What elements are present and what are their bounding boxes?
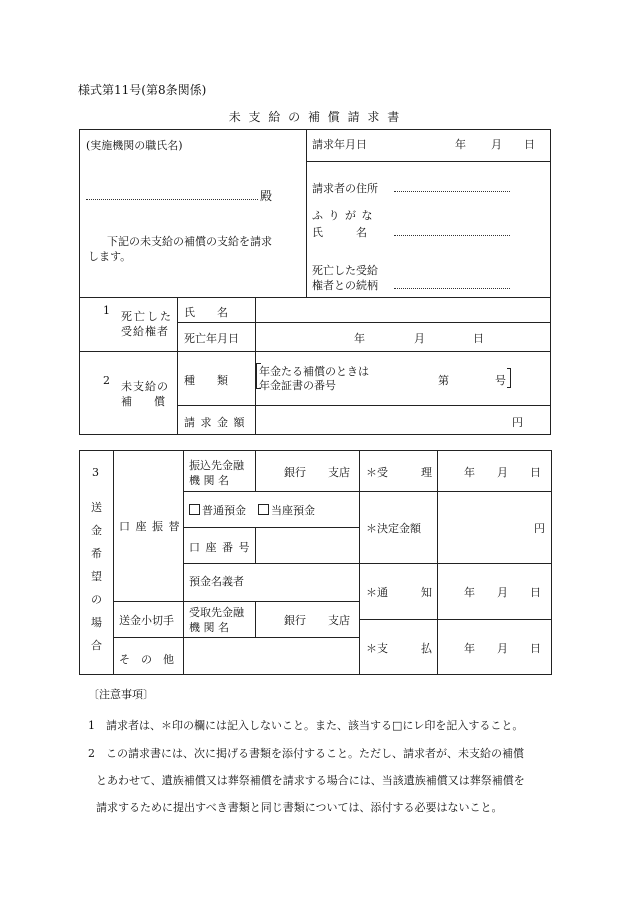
page-title: 未 支 給 の 補 償 請 求 書 xyxy=(228,110,402,124)
current-label: 当座預金 xyxy=(271,504,315,517)
amount-label: 請 求 金 額 xyxy=(184,416,246,429)
relation-label-1: 死亡した受給 xyxy=(312,264,378,277)
section3-v1: 金 xyxy=(91,524,102,537)
name-field[interactable] xyxy=(394,235,510,236)
recv-bank-label-1: 受取先金融 xyxy=(189,606,244,619)
date-month: 月 xyxy=(491,138,502,151)
pension-text-1: 年金たる補償のときは xyxy=(259,365,369,378)
kind-label: 種 類 xyxy=(184,374,228,387)
addressee-field[interactable] xyxy=(86,199,258,200)
note-2b: とあわせて、遺族補償又は葬祭補償を請求する場合には、当該遺族補償又は葬祭補償を xyxy=(96,774,525,787)
section3-v5: 場 xyxy=(91,616,102,629)
payment-label: ＊支 払 xyxy=(366,642,432,655)
pension-dai: 第 xyxy=(438,374,449,387)
decision-yen: 円 xyxy=(534,522,545,535)
bank-label-2: 機 関 名 xyxy=(189,474,229,487)
section3-v3: 望 xyxy=(91,570,102,583)
death-day: 日 xyxy=(473,332,484,345)
recv-bank-text: 銀行 支店 xyxy=(284,614,350,627)
bracket-right xyxy=(507,368,511,388)
section3-v2: 希 xyxy=(91,547,102,560)
savings-current[interactable] xyxy=(258,502,315,518)
request-text-2: します。 xyxy=(88,250,132,263)
holder-label: 預金名義者 xyxy=(189,575,244,588)
notice-date: 年 月 日 xyxy=(464,586,541,599)
section2-label-1: 未支給の xyxy=(121,380,169,393)
form-number: 様式第11号(第8条関係) xyxy=(78,83,207,97)
section1-label-1: 死亡した xyxy=(121,310,173,323)
amount-yen: 円 xyxy=(512,416,523,429)
notice-label: ＊通 知 xyxy=(366,586,432,599)
request-date-label: 請求年月日 xyxy=(312,138,367,151)
relation-label-2: 権者との続柄 xyxy=(312,279,378,292)
death-date-label: 死亡年月日 xyxy=(184,332,239,345)
other-label: そ の 他 xyxy=(119,653,174,666)
death-month: 月 xyxy=(414,332,425,345)
transfer-label: 口 座 振 替 xyxy=(119,520,181,533)
furigana-label: ふ り が な xyxy=(312,209,374,222)
section3-v4: の xyxy=(91,593,102,606)
check-label: 送金小切手 xyxy=(119,614,174,627)
section3-v6: 合 xyxy=(91,639,102,652)
bank-text: 銀行 支店 xyxy=(284,466,350,479)
ordinary-label: 普通預金 xyxy=(202,504,246,517)
date-day: 日 xyxy=(524,138,535,151)
receipt-date: 年 月 日 xyxy=(464,466,541,479)
name-label: 氏 名 xyxy=(312,226,367,239)
pension-go: 号 xyxy=(495,374,506,387)
address-label: 請求者の住所 xyxy=(312,182,378,195)
savings-ordinary[interactable] xyxy=(189,502,246,518)
current-checkbox[interactable] xyxy=(258,504,269,515)
receipt-label: ＊受 理 xyxy=(366,466,432,479)
addressee-label: (実施機関の職氏名) xyxy=(86,139,183,152)
notes-header: 〔注意事項〕 xyxy=(88,688,154,701)
note-1: 1 請求者は、＊印の欄には記入しないこと。また、該当する□にレ印を記入すること。 xyxy=(88,719,524,732)
section2-label-2: 補 償 xyxy=(121,395,165,408)
account-no-label: 口 座 番 号 xyxy=(189,541,251,554)
payment-date: 年 月 日 xyxy=(464,642,541,655)
bank-label-1: 振込先金融 xyxy=(189,459,244,472)
section3-v0: 送 xyxy=(91,501,102,514)
death-year: 年 xyxy=(354,332,365,345)
section1-num: 1 xyxy=(103,304,110,317)
address-field[interactable] xyxy=(394,191,510,192)
date-year: 年 xyxy=(455,138,466,151)
decision-label: ＊決定金額 xyxy=(366,522,421,535)
section2-num: 2 xyxy=(103,374,110,387)
relation-field[interactable] xyxy=(394,288,510,289)
section1-label-2: 受給権者 xyxy=(121,325,169,338)
recv-bank-label-2: 機 関 名 xyxy=(189,621,229,634)
request-text-1: 下記の未支給の補償の支給を請求 xyxy=(107,235,272,248)
honorific: 殿 xyxy=(260,189,273,203)
section3-num: 3 xyxy=(92,466,99,479)
ordinary-checkbox[interactable] xyxy=(189,504,200,515)
note-2c: 請求するために提出すべき書類と同じ書類については、添付する必要はないこと。 xyxy=(96,801,503,814)
note-2a: 2 この請求書には、次に掲げる書類を添付すること。ただし、請求者が、未支給の補償 xyxy=(88,747,524,760)
pension-text-2: 年金証書の番号 xyxy=(259,379,336,392)
deceased-name-label: 氏 名 xyxy=(184,306,228,319)
